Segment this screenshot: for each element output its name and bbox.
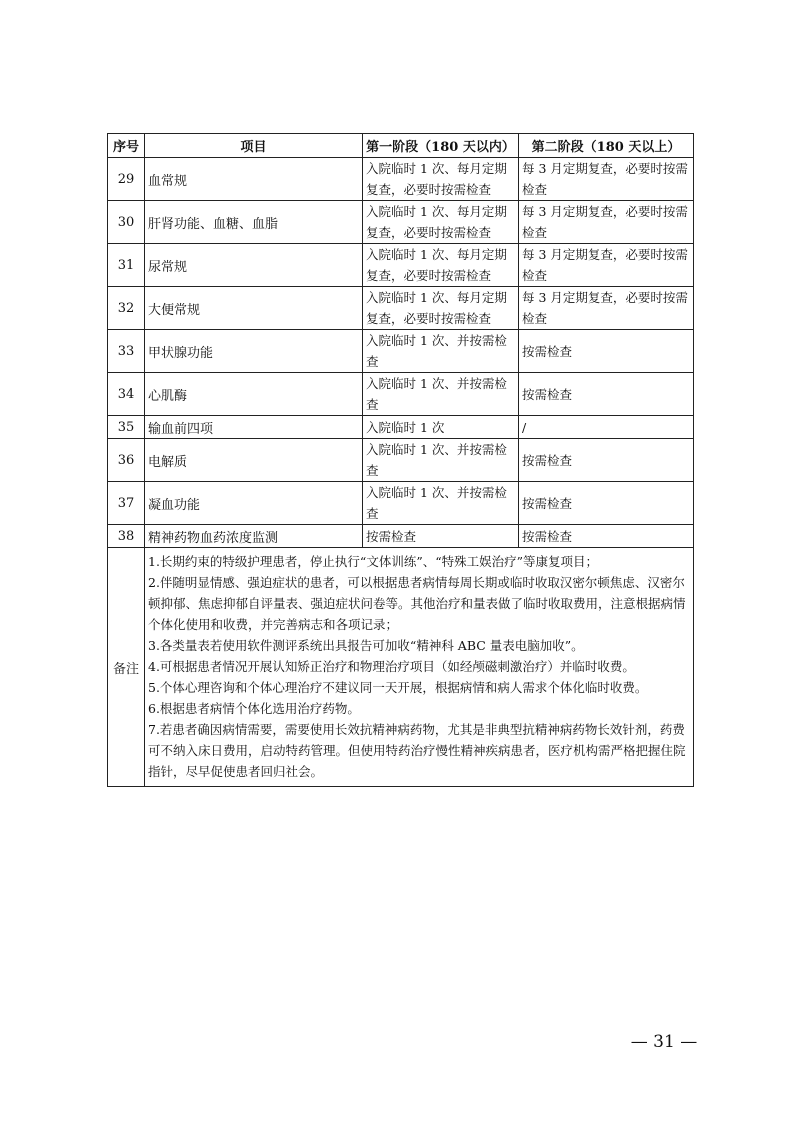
header-stage-one: 第一阶段（180 天以内） — [363, 134, 519, 158]
fee-standard-table — [107, 133, 694, 787]
row-item: 肝肾功能、血糖、血脂 — [145, 201, 363, 244]
row-number: 37 — [108, 482, 145, 525]
row-stage-two: 按需检查 — [519, 373, 694, 416]
row-stage-two: 每 3 月定期复查，必要时按需检查 — [519, 158, 694, 201]
row-number: 29 — [108, 158, 145, 201]
row-stage-one: 入院临时 1 次、并按需检查 — [363, 482, 519, 525]
note-item: 5.个体心理咨询和个体心理治疗不建议同一天开展，根据病情和病人需求个体化临时收费。 — [148, 680, 648, 695]
table-header-row — [108, 134, 694, 158]
row-number: 35 — [108, 416, 145, 439]
note-item: 1.长期约束的特级护理患者，停止执行“文体训练”、“特殊工娱治疗”等康复项目； — [148, 554, 598, 569]
table-row — [108, 158, 694, 201]
row-item: 血常规 — [145, 158, 363, 201]
row-item: 输血前四项 — [145, 416, 363, 439]
row-item: 甲状腺功能 — [145, 330, 363, 373]
notes-label: 备注 — [108, 548, 145, 787]
row-stage-one: 入院临时 1 次、每月定期复查，必要时按需检查 — [363, 287, 519, 330]
row-stage-two: 每 3 月定期复查，必要时按需检查 — [519, 244, 694, 287]
header-item: 项目 — [145, 134, 363, 158]
row-item: 电解质 — [145, 439, 363, 482]
row-item: 大便常规 — [145, 287, 363, 330]
row-stage-one: 入院临时 1 次、并按需检查 — [363, 373, 519, 416]
row-stage-two: 每 3 月定期复查，必要时按需检查 — [519, 201, 694, 244]
row-stage-two: 按需检查 — [519, 439, 694, 482]
row-stage-one: 按需检查 — [363, 525, 519, 548]
table-row — [108, 416, 694, 439]
row-stage-one: 入院临时 1 次、每月定期复查，必要时按需检查 — [363, 158, 519, 201]
table-row — [108, 201, 694, 244]
row-number: 36 — [108, 439, 145, 482]
table-row — [108, 287, 694, 330]
row-stage-two: 按需检查 — [519, 330, 694, 373]
row-number: 30 — [108, 201, 145, 244]
page-number: — 31 — — [630, 1032, 698, 1052]
row-number: 33 — [108, 330, 145, 373]
row-stage-two: 按需检查 — [519, 525, 694, 548]
row-number: 34 — [108, 373, 145, 416]
row-item: 凝血功能 — [145, 482, 363, 525]
row-stage-one: 入院临时 1 次、每月定期复查，必要时按需检查 — [363, 244, 519, 287]
notes-content — [145, 548, 694, 787]
row-stage-one: 入院临时 1 次、并按需检查 — [363, 439, 519, 482]
row-stage-two: 每 3 月定期复查，必要时按需检查 — [519, 287, 694, 330]
table-row — [108, 525, 694, 548]
row-number: 32 — [108, 287, 145, 330]
header-number: 序号 — [108, 134, 145, 158]
note-item: 2.伴随明显情感、强迫症状的患者，可以根据患者病情每周长期或临时收取汉密尔顿焦虑、汉密尔顿抑郁、焦虑抑郁自评量表、强迫症状问卷等。其他治疗和量表做了临时收取费用，注意根据病情个体化使用和收费，并完善病志和各项记录； — [148, 575, 686, 632]
note-item: 4.可根据患者情况开展认知矫正治疗和物理治疗项目（如经颅磁刺激治疗）并临时收费。 — [148, 659, 635, 674]
row-stage-one: 入院临时 1 次、每月定期复查，必要时按需检查 — [363, 201, 519, 244]
row-item: 心肌酶 — [145, 373, 363, 416]
table-row — [108, 244, 694, 287]
note-item: 3.各类量表若使用软件测评系统出具报告可加收“精神科 ABC 量表电脑加收”。 — [148, 638, 584, 653]
row-item: 尿常规 — [145, 244, 363, 287]
note-item: 7.若患者确因病情需要，需要使用长效抗精神病药物，尤其是非典型抗精神病药物长效针剂，药费可不纳入床日费用，启动特药管理。但使用特药治疗慢性精神疾病患者，医疗机构需严格把握住院指针，尽早促使患者回归社会。 — [148, 722, 686, 779]
row-number: 31 — [108, 244, 145, 287]
row-item: 精神药物血药浓度监测 — [145, 525, 363, 548]
row-stage-one: 入院临时 1 次、并按需检查 — [363, 330, 519, 373]
table-row — [108, 373, 694, 416]
table-row — [108, 482, 694, 525]
table-row — [108, 330, 694, 373]
table-row — [108, 439, 694, 482]
note-item: 6.根据患者病情个体化选用治疗药物。 — [148, 701, 360, 716]
row-stage-two: / — [519, 416, 694, 439]
row-number: 38 — [108, 525, 145, 548]
notes-row — [108, 548, 694, 787]
row-stage-one: 入院临时 1 次 — [363, 416, 519, 439]
row-stage-two: 按需检查 — [519, 482, 694, 525]
header-stage-two: 第二阶段（180 天以上） — [519, 134, 694, 158]
